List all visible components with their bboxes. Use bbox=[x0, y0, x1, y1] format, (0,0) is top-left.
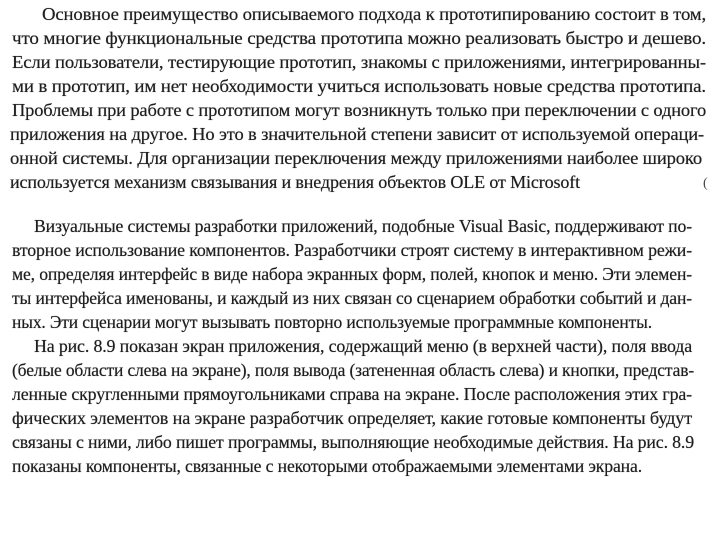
text-line: онной системы. Для организации переключения между приложениями наиболее широко bbox=[10, 148, 703, 168]
text-line: Если пользователи, тестирующие прототип, знакомы с приложениями, интегрированны- bbox=[12, 52, 707, 72]
text-line: Визуальные системы разработки приложений, подобные Visual Basic, поддерживают по- bbox=[34, 216, 692, 236]
text-line: используется механизм связывания и внедрения объектов OLE от Microsoft bbox=[10, 172, 580, 192]
text-line: ных. Эти сценарии могут вызывать повторно используемые программные компоненты. bbox=[12, 312, 652, 332]
text-line: показаны компоненты, связанные с некоторыми отображаемыми элементами экрана. bbox=[12, 456, 642, 476]
text-line: приложения на другое. Но это в значительной степени зависит от используемой операци- bbox=[10, 124, 705, 144]
text-line: фических элементов на экране разработчик определяет, какие готовые компоненты будут bbox=[12, 408, 693, 428]
text-line: На рис. 8.9 показан экран приложения, содержащий меню (в верхней части), поля ввода bbox=[34, 336, 692, 356]
text-line: вторное использование компонентов. Разработчики строят систему в интерактивном режи- bbox=[12, 240, 692, 260]
text-line: ме, определяя интерфейс в виде набора экранных форм, полей, кнопок и меню. Эти элемен- bbox=[12, 264, 692, 284]
text-line: Проблемы при работе с прототипом могут возникнуть только при переключении с одного bbox=[12, 100, 707, 120]
text-line: ленные скругленными прямоугольниками справа на экране. После расположения этих гра- bbox=[12, 384, 692, 404]
text-line: Основное преимущество описываемого подхода к прототипированию состоит в том, bbox=[42, 4, 707, 24]
text-line: ты интерфейса именованы, и каждый из них связан со сценарием обработки событий и дан- bbox=[12, 288, 693, 308]
text-line: ми в прототип, им нет необходимости учиться использовать новые средства прототипа. bbox=[12, 76, 707, 96]
text-line: (белые области слева на экране), поля вывода (затененная область слева) и кнопки, представ- bbox=[12, 360, 695, 380]
stray-mark: ( bbox=[703, 176, 708, 191]
text-line: связаны с ними, либо пишет программы, выполняющие необходимые действия. На рис. 8.9 bbox=[12, 432, 694, 452]
text-line: что многие функциональные средства прототипа можно реализовать быстро и дешево. bbox=[12, 28, 706, 48]
